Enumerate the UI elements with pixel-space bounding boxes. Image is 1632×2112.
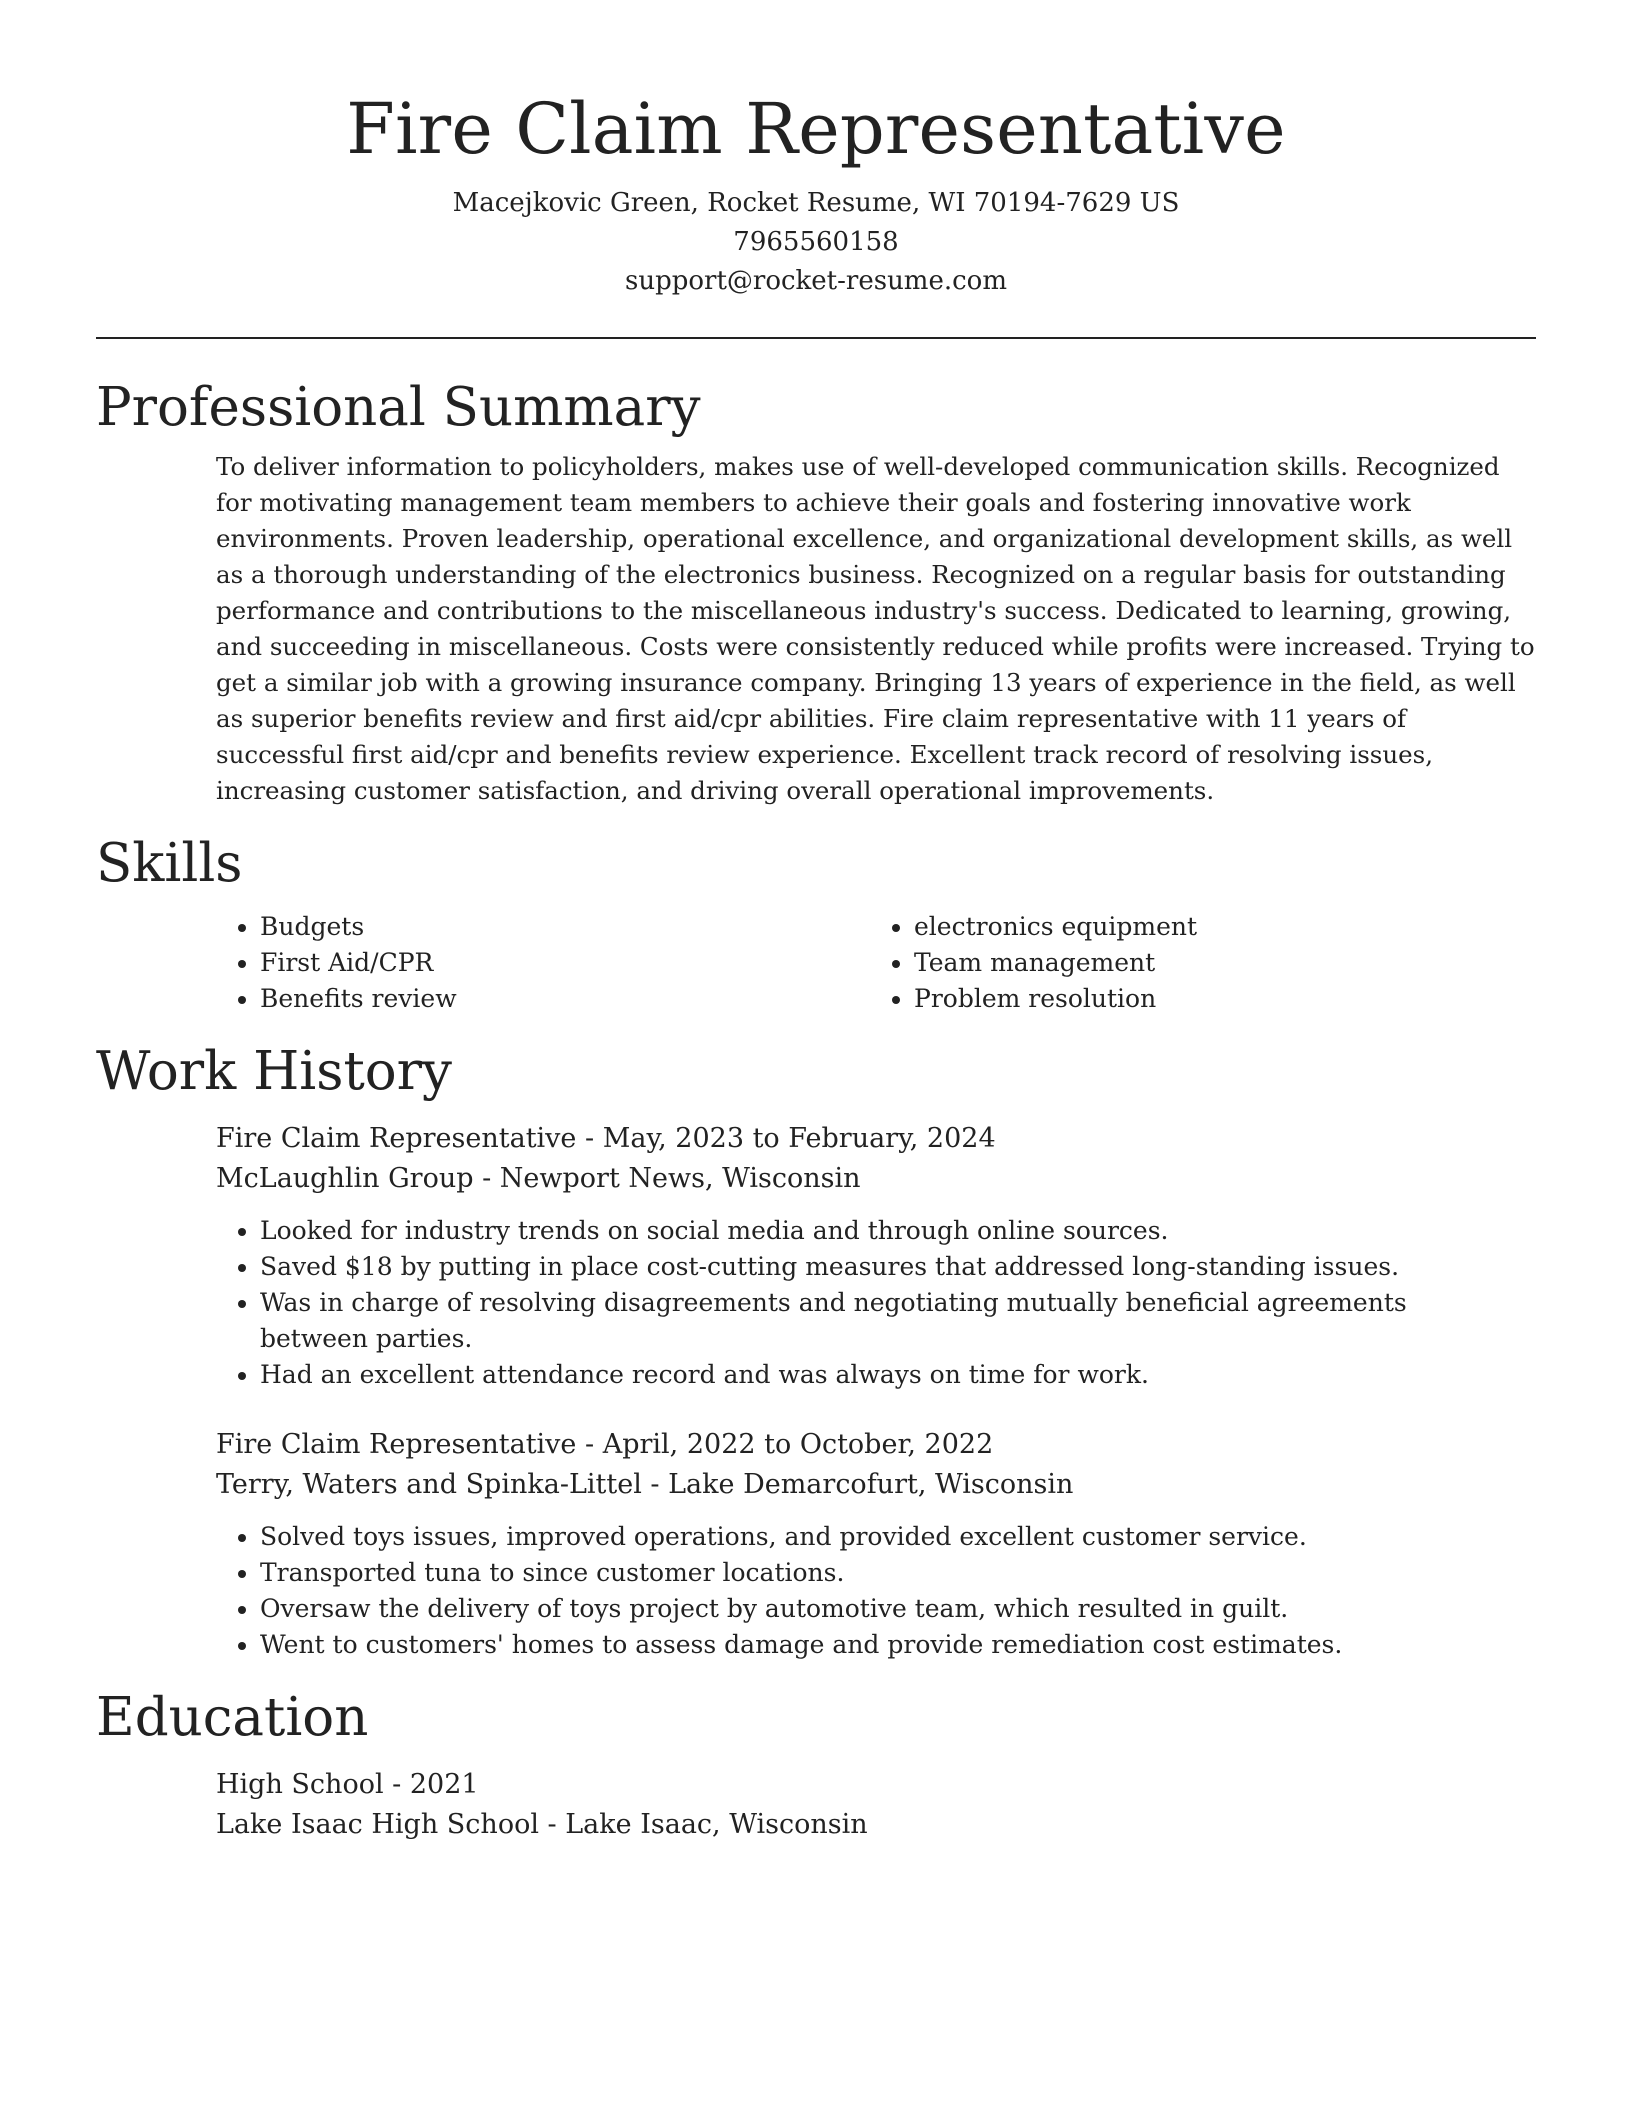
- job-bullets: [216, 1213, 1500, 1393]
- job-company-line: [216, 1159, 1536, 1199]
- job-bullet: • Solved toys issues, improved operations, and provided excellent customer service.: [260, 1519, 1500, 1555]
- summary-section: [96, 375, 1536, 809]
- education-heading: Education: [96, 1687, 369, 1748]
- job-bullet: • Had an excellent attendance record and was always on time for work.: [260, 1357, 1500, 1393]
- education-year: - 2021: [383, 1769, 479, 1800]
- skills-section: [96, 831, 1536, 1017]
- skills-column-right: [870, 909, 1524, 1017]
- job-bullet: • Was in charge of resolving disagreements and negotiating mutually beneficial agreements between parties.: [260, 1285, 1500, 1357]
- education-entry: [216, 1765, 1536, 1845]
- work-history-section: [96, 1039, 1536, 1663]
- skill-item: • First Aid/CPR: [260, 945, 870, 981]
- work-history-heading: Work History: [96, 1041, 452, 1102]
- summary-text: To deliver information to policyholders, makes use of well-developed communication skills. Recognized for motivating management team members to achieve their goals and fostering innovative work environments. Proven leadership, operational excellence, and organizational development skills, as well as a thorough understanding of the electronics business. Recognized on a regular basis for outstanding performance and contributions to the miscellaneous industry's success. Dedicated to learning, growing, and succeeding in miscellaneous. Costs were consistently reduced while profits were increased. Trying to get a similar job with a growing insurance company. Bringing 13 years of experience in the field, as well as superior benefits review and first aid/cpr abilities. Fire claim representative with 11 years of successful first aid/cpr and benefits review experience. Excellent track record of resolving issues, increasing customer satisfaction, and driving overall operational improvements.: [216, 452, 1535, 805]
- contact-phone: 7965560158: [733, 227, 899, 257]
- job-role: Fire Claim Representative: [216, 1429, 577, 1460]
- header-divider: [96, 337, 1536, 339]
- resume-header: [96, 0, 1536, 301]
- skills-column-left: [216, 909, 870, 1017]
- job-bullet: • Saved $18 by putting in place cost-cutting measures that addressed long-standing issues.: [260, 1249, 1500, 1285]
- education-degree-line: [216, 1765, 1536, 1805]
- contact-address: Macejkovic Green, Rocket Resume, WI 70194-7629 US: [452, 188, 1180, 218]
- skill-item: • Problem resolution: [914, 981, 1524, 1017]
- candidate-name: Fire Claim Representative: [346, 88, 1286, 170]
- job-role: Fire Claim Representative: [216, 1123, 577, 1154]
- contact-info: [96, 184, 1536, 301]
- job-bullet: • Looked for industry trends on social media and through online sources.: [260, 1213, 1500, 1249]
- job-entry: [216, 1119, 1536, 1393]
- job-company: Terry, Waters and Spinka-Littel: [216, 1469, 642, 1500]
- job-company: McLaughlin Group: [216, 1163, 474, 1194]
- education-degree: High School: [216, 1769, 384, 1800]
- skills-heading: Skills: [96, 833, 243, 894]
- skill-item: • Budgets: [260, 909, 870, 945]
- education-school-line: [216, 1805, 1536, 1845]
- summary-heading: Professional Summary: [96, 377, 701, 438]
- skill-item: • electronics equipment: [914, 909, 1524, 945]
- job-title-line: [216, 1425, 1536, 1465]
- job-location: - Lake Demarcofurt, Wisconsin: [641, 1469, 1074, 1500]
- job-bullet: • Transported tuna to since customer locations.: [260, 1555, 1500, 1591]
- education-section: [96, 1685, 1536, 1845]
- job-entry: [216, 1425, 1536, 1663]
- skills-grid: [216, 909, 1536, 1017]
- job-bullet: • Went to customers' homes to assess damage and provide remediation cost estimates.: [260, 1627, 1500, 1663]
- job-dates: - April, 2022 to October, 2022: [576, 1429, 994, 1460]
- education-school: Lake Isaac High School: [216, 1809, 539, 1840]
- skill-item: • Team management: [914, 945, 1524, 981]
- job-location: - Newport News, Wisconsin: [473, 1163, 861, 1194]
- job-dates: - May, 2023 to February, 2024: [576, 1123, 996, 1154]
- job-company-line: [216, 1465, 1536, 1505]
- job-bullets: [216, 1519, 1500, 1663]
- education-location: - Lake Isaac, Wisconsin: [538, 1809, 868, 1840]
- job-bullet: • Oversaw the delivery of toys project by automotive team, which resulted in guilt.: [260, 1591, 1500, 1627]
- contact-email: support@rocket-resume.com: [624, 266, 1007, 296]
- job-title-line: [216, 1119, 1536, 1159]
- skill-item: • Benefits review: [260, 981, 870, 1017]
